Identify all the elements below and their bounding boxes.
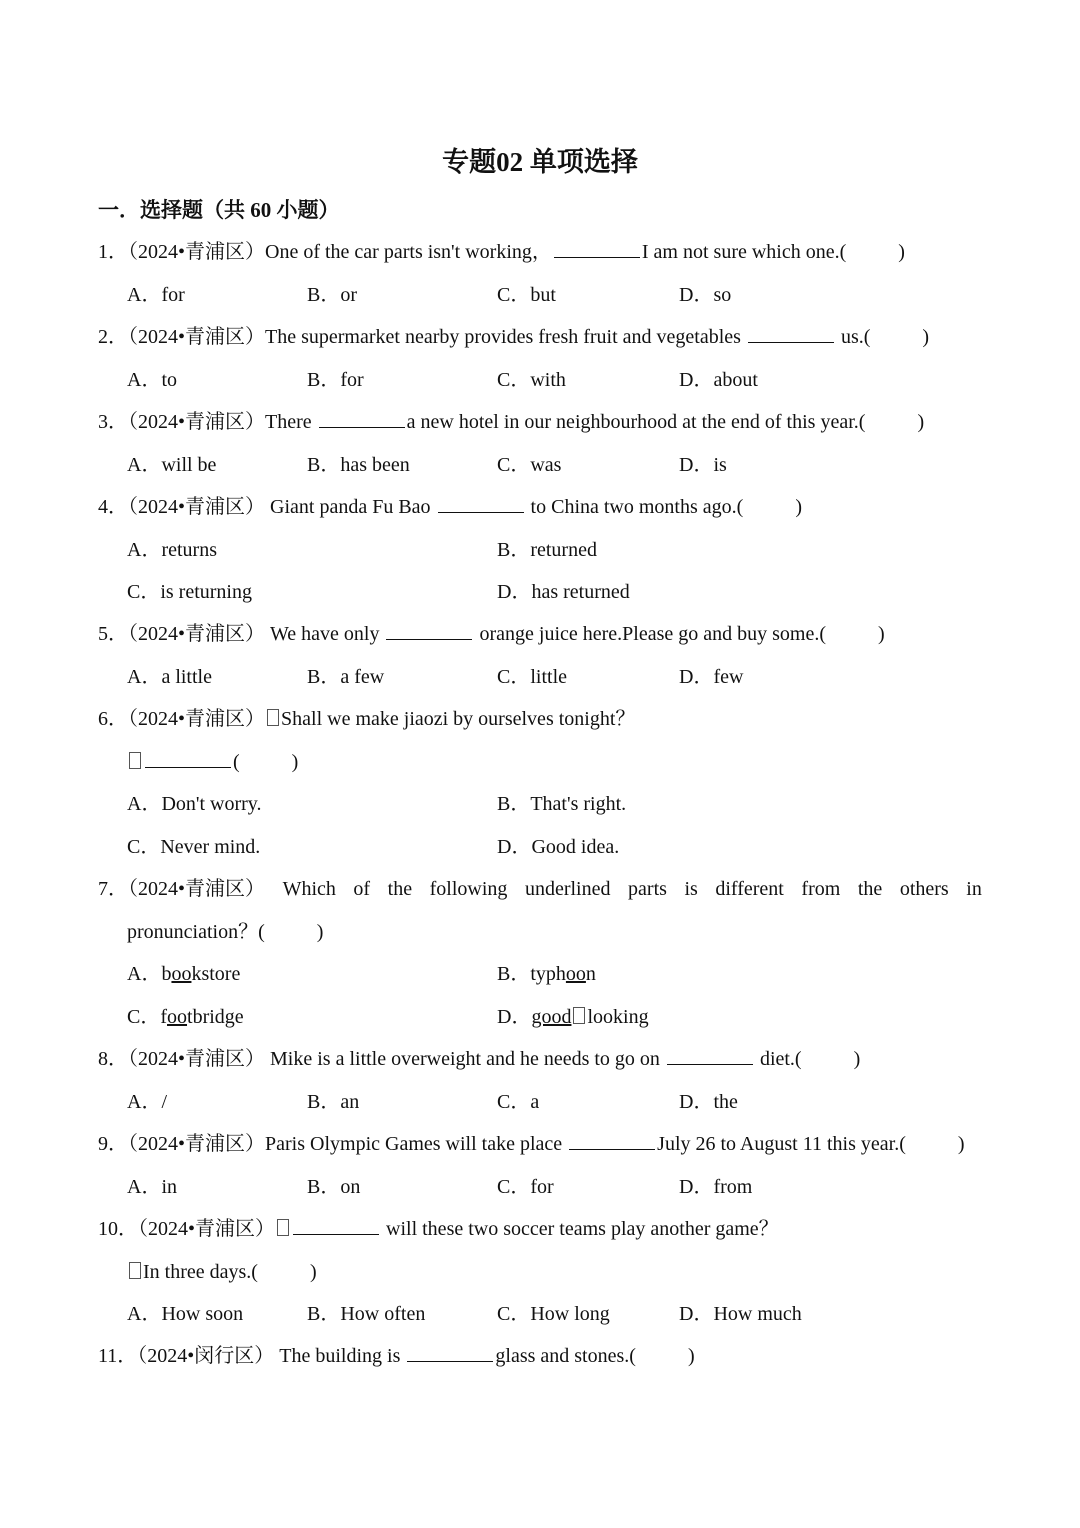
question-source: （2024•闵行区） xyxy=(137,1345,275,1367)
question-word: the xyxy=(387,878,413,900)
question-text: will these two soccer teams play another game？ xyxy=(381,1218,779,1240)
option: D．is xyxy=(679,454,727,476)
question-7-cont xyxy=(127,918,323,946)
answer-paren: ) xyxy=(853,1048,861,1070)
option: A．in xyxy=(127,1176,177,1198)
question-text: One of the car parts isn't working， xyxy=(265,241,552,263)
option: A．for xyxy=(127,284,185,306)
question-number: 5． xyxy=(98,623,128,645)
question-number: 9． xyxy=(98,1133,128,1155)
option: A．bookstore xyxy=(127,963,241,985)
question-11 xyxy=(98,1342,695,1370)
option: B．for xyxy=(307,369,364,391)
dash-glyph xyxy=(277,1219,289,1236)
question-word: parts xyxy=(628,878,667,900)
question-source: （2024•青浦区） xyxy=(128,496,266,518)
option: D．about xyxy=(679,369,758,391)
question-4 xyxy=(98,493,802,521)
option: C．How long xyxy=(497,1303,610,1325)
answer-blank xyxy=(748,324,834,343)
answer-paren: ) xyxy=(898,241,905,263)
option: C．but xyxy=(497,284,556,306)
answer-blank xyxy=(438,494,524,513)
answer-paren: ) xyxy=(687,1345,695,1367)
question-9 xyxy=(98,1130,965,1158)
option: A．How soon xyxy=(127,1303,244,1325)
question-number: 2． xyxy=(98,326,128,348)
question-source: （2024•青浦区） xyxy=(128,326,266,348)
question-word: following xyxy=(429,878,508,900)
answer-paren: ) xyxy=(957,1133,965,1155)
option: C．footbridge xyxy=(127,1006,244,1028)
question-source: （2024•青浦区） xyxy=(138,1218,276,1240)
question-word: Which xyxy=(282,878,336,900)
question-word: underlined xyxy=(524,878,611,900)
answer-blank xyxy=(386,621,472,640)
question-source: （2024•青浦区） xyxy=(128,708,266,730)
answer-blank xyxy=(554,239,640,258)
dash-glyph xyxy=(129,1262,141,1279)
option: D．few xyxy=(679,666,744,688)
page-title: 专题02 单项选择 xyxy=(442,147,638,177)
dash-glyph xyxy=(573,1007,585,1024)
question-text: I am not sure which one.( xyxy=(641,241,847,263)
question-10-reply xyxy=(127,1258,317,1286)
question-3 xyxy=(98,408,924,436)
question-source: （2024•青浦区） xyxy=(128,1048,266,1070)
option: C．little xyxy=(497,666,567,688)
question-text: We have only xyxy=(265,623,385,645)
answer-paren: ) xyxy=(795,496,802,518)
question-source: （2024•青浦区） xyxy=(128,411,266,433)
question-number: 11． xyxy=(98,1345,138,1367)
option: D．good looking xyxy=(497,1006,649,1028)
question-word: in xyxy=(966,878,982,900)
question-text: orange juice here.Please go and buy some.( xyxy=(474,623,827,645)
question-6-reply xyxy=(127,748,298,776)
question-word: different xyxy=(715,878,784,900)
option: A．Don't worry. xyxy=(127,793,262,815)
question-number: 8． xyxy=(98,1048,128,1070)
question-text: diet.( xyxy=(754,1048,802,1070)
option: C．Never mind. xyxy=(127,836,261,858)
question-word: the xyxy=(857,878,883,900)
question-text: The supermarket nearby provides fresh fruit and vegetables xyxy=(265,326,746,348)
answer-blank xyxy=(569,1131,655,1150)
question-source: （2024•青浦区） xyxy=(128,241,266,263)
answer-paren: ) xyxy=(309,1261,317,1283)
question-text: In three days.( xyxy=(143,1261,258,1283)
question-word: is xyxy=(684,878,698,900)
question-number: 10． xyxy=(98,1218,138,1240)
option: D．the xyxy=(679,1091,738,1113)
option: D．from xyxy=(679,1176,753,1198)
option: C．was xyxy=(497,454,562,476)
answer-paren: ) xyxy=(316,921,324,943)
option: B．or xyxy=(307,284,357,306)
question-text: pronunciation？( xyxy=(127,921,265,943)
question-text: us.( xyxy=(835,326,871,348)
question-number: 6． xyxy=(98,708,128,730)
question-7 xyxy=(98,875,982,903)
option: A．a little xyxy=(127,666,212,688)
question-2 xyxy=(98,323,929,351)
option: B．How often xyxy=(307,1303,426,1325)
option: B．typhoon xyxy=(497,963,596,985)
answer-paren: ) xyxy=(917,411,925,433)
option: A．returns xyxy=(127,539,217,561)
answer-blank xyxy=(145,749,231,768)
option: D．has returned xyxy=(497,581,630,603)
question-text: glass and stones.( xyxy=(495,1345,636,1367)
dash-glyph xyxy=(129,752,141,769)
question-text: to China two months ago.( xyxy=(525,496,744,518)
option: D．Good idea. xyxy=(497,836,620,858)
option: B．a few xyxy=(307,666,385,688)
option: B．an xyxy=(307,1091,360,1113)
answer-paren: ) xyxy=(878,623,885,645)
question-8 xyxy=(98,1045,860,1073)
question-word: of xyxy=(353,878,371,900)
option: C．a xyxy=(497,1091,540,1113)
answer-blank xyxy=(407,1343,493,1362)
question-word: from xyxy=(801,878,841,900)
option: B．on xyxy=(307,1176,361,1198)
option: C．for xyxy=(497,1176,554,1198)
question-text: a new hotel in our neighbourhood at the end of this year.( xyxy=(406,411,866,433)
answer-blank xyxy=(319,409,405,428)
question-1 xyxy=(98,238,905,266)
answer-blank xyxy=(293,1216,379,1235)
question-6 xyxy=(98,705,635,733)
question-number: 3． xyxy=(98,411,128,433)
question-text: Mike is a little overweight and he needs to go on xyxy=(265,1048,665,1070)
question-number: 1． xyxy=(98,241,128,263)
option: D．so xyxy=(679,284,732,306)
question-text: Shall we make jiaozi by ourselves tonight？ xyxy=(281,708,636,730)
option: A．/ xyxy=(127,1091,167,1113)
question-word: others xyxy=(899,878,949,900)
question-text: Giant panda Fu Bao xyxy=(265,496,436,518)
option: B．That's right. xyxy=(497,793,627,815)
question-source: （2024•青浦区） xyxy=(128,878,266,900)
question-source: （2024•青浦区） xyxy=(128,1133,266,1155)
question-text: July 26 to August 11 this year.( xyxy=(657,1133,906,1155)
answer-blank xyxy=(667,1046,753,1065)
option: C．is returning xyxy=(127,581,252,603)
answer-paren: ) xyxy=(922,326,930,348)
option: C．with xyxy=(497,369,566,391)
question-text: ( xyxy=(233,751,240,773)
question-10 xyxy=(98,1215,779,1243)
option: D．How much xyxy=(679,1303,802,1325)
question-5 xyxy=(98,620,885,648)
option: B．returned xyxy=(497,539,597,561)
question-text: The building is xyxy=(274,1345,406,1367)
question-number: 4． xyxy=(98,496,128,518)
answer-paren: ) xyxy=(291,751,299,773)
option: A．will be xyxy=(127,454,217,476)
question-text: Paris Olympic Games will take place xyxy=(265,1133,568,1155)
question-source: （2024•青浦区） xyxy=(128,623,266,645)
option: A．to xyxy=(127,369,177,391)
dash-glyph xyxy=(267,709,279,726)
section-heading: 一．选择题（共 60 小题） xyxy=(98,198,340,222)
question-text: There xyxy=(265,411,317,433)
option: B．has been xyxy=(307,454,410,476)
question-number: 7． xyxy=(98,878,128,900)
